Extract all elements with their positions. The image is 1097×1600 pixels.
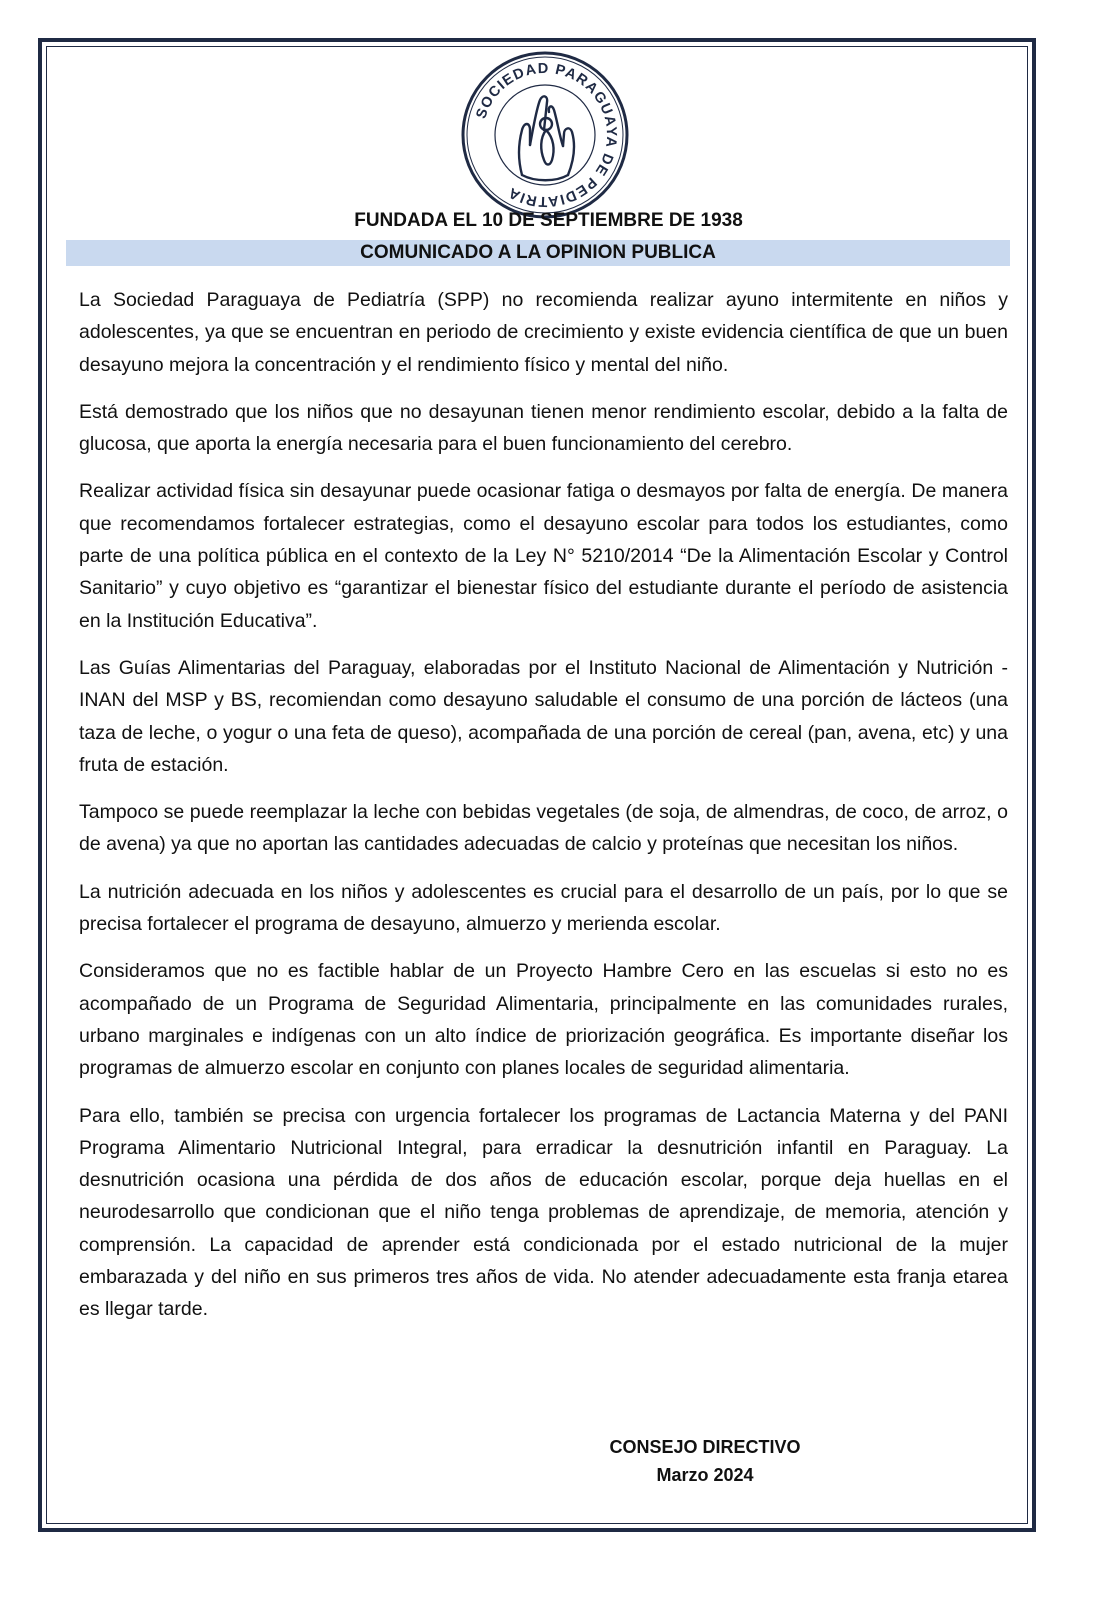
logo-ring-text: SOCIEDAD PARAGUAYA DE PEDIATRIA xyxy=(473,60,620,210)
paragraph: Las Guías Alimentarias del Paraguay, elaboradas por el Instituto Nacional de Alimentación y Nutrición - INAN del MSP y BS, recomiendan como desayuno saludable el consumo de una porción de lácteos (una taza de leche, o yogur o una feta de queso), acompañada de una porción de cereal (pan, avena, etc) y una fruta de estación. xyxy=(79,656,1008,776)
signature-council: CONSEJO DIRECTIVO xyxy=(609,1437,801,1457)
communique-title: COMUNICADO A LA OPINION PUBLICA xyxy=(66,240,1010,266)
signature-block xyxy=(560,1433,850,1489)
spp-logo xyxy=(460,50,630,220)
paragraph: La nutrición adecuada en los niños y adolescentes es crucial para el desarrollo de un país, por lo que se precisa fortalecer el programa de desayuno, almuerzo y merienda escolar. xyxy=(79,880,1008,936)
paragraph: Está demostrado que los niños que no desayunan tienen menor rendimiento escolar, debido a la falta de glucosa, que aporta la energía necesaria para el buen funcionamiento del cerebro. xyxy=(79,400,1008,456)
paragraph: La Sociedad Paraguaya de Pediatría (SPP) no recomienda realizar ayuno intermitente en niños y adolescentes, ya que se encuentran en periodo de crecimiento y existe evidencia científica de que un buen desayuno mejora la concentración y el rendimiento físico y mental del niño. xyxy=(79,289,1008,376)
paragraph: Tampoco se puede reemplazar la leche con bebidas vegetales (de soja, de almendras, de coco, de arroz, o de avena) ya que no aportan las cantidades adecuadas de calcio y proteínas que necesitan los niños. xyxy=(79,801,1008,856)
paragraph: Consideramos que no es factible hablar de un Proyecto Hambre Cero en las escuelas si esto no es acompañado de un Programa de Seguridad Alimentaria, principalmente en las comunidades rurales, urbano marginales e indígenas con un alto índice de priorización geográfica. Es importante diseñar los programas de almuerzo escolar en conjunto con planes locales de seguridad alimentaria. xyxy=(79,960,1008,1080)
founded-date: FUNDADA EL 10 DE SEPTIEMBRE DE 1938 xyxy=(354,210,743,231)
paragraph: Para ello, también se precisa con urgencia fortalecer los programas de Lactancia Materna y del PANI Programa Alimentario Nutricional Integral, para erradicar la desnutrición infantil en Paraguay. La desnutrición ocasiona una pérdida de dos años de educación escolar, porque deja huellas en el neurodesarrollo que condicionan que el niño tenga problemas de aprendizaje, de memoria, atención y comprensión. La capacidad de aprender está condicionada por el estado nutricional de la mujer embarazada y del niño en sus primeros tres años de vida. No atender adecuadamente esta franja etarea es llegar tarde. xyxy=(79,1104,1008,1321)
paragraph: Realizar actividad física sin desayunar puede ocasionar fatiga o desmayos por falta de energía. De manera que recomendamos fortalecer estrategias, como el desayuno escolar para todos los estudiantes, como parte de una política pública en el contexto de la Ley N° 5210/2014 “De la Alimentación Escolar y Control Sanitario” y cuyo objetivo es “garantizar el bienestar físico del estudiante durante el período de asistencia en la Institución Educativa”. xyxy=(79,480,1008,632)
signature-date: Marzo 2024 xyxy=(656,1465,754,1485)
communique-body xyxy=(79,284,1008,1341)
